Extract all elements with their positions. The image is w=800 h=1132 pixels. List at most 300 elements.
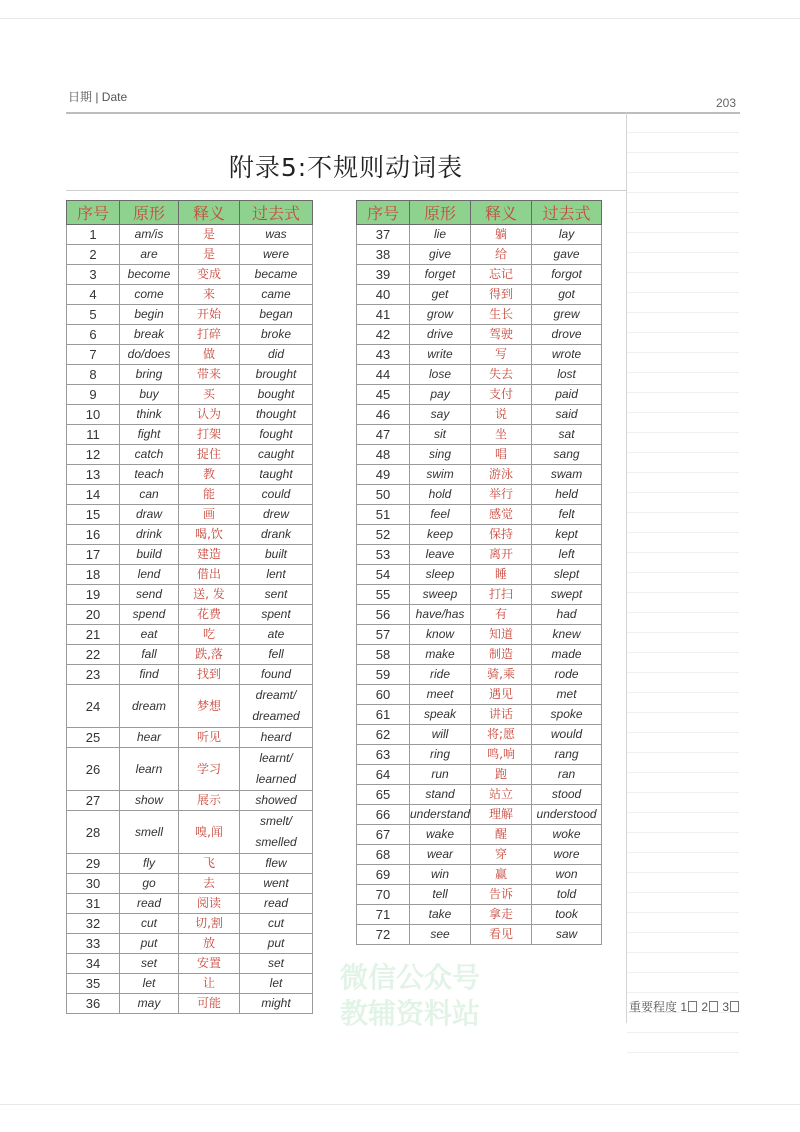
- table-row: [67, 445, 313, 465]
- verb-number: 54: [357, 565, 410, 585]
- verb-base-form: sleep: [410, 565, 471, 585]
- verb-meaning: 来: [179, 285, 240, 305]
- verb-number: 61: [357, 705, 410, 725]
- verb-past-tense: came: [240, 285, 313, 305]
- verb-number: 27: [67, 791, 120, 811]
- verb-number: 10: [67, 405, 120, 425]
- verb-base-form: come: [120, 285, 179, 305]
- verb-base-form: say: [410, 405, 471, 425]
- verb-past-tense: sang: [532, 445, 602, 465]
- table-row: [357, 405, 602, 425]
- verb-base-form: grow: [410, 305, 471, 325]
- verb-past-tense-line-2: learned: [255, 772, 297, 786]
- verb-number: 26: [67, 748, 120, 791]
- table-row: [67, 505, 313, 525]
- margin-note-lines: [627, 113, 739, 1023]
- table-row: [67, 894, 313, 914]
- verb-number: 55: [357, 585, 410, 605]
- table-row: [67, 625, 313, 645]
- verb-number: 13: [67, 465, 120, 485]
- verb-past-tense: found: [240, 665, 313, 685]
- margin-note-line: [627, 853, 739, 873]
- verb-number: 58: [357, 645, 410, 665]
- verb-number: 57: [357, 625, 410, 645]
- table-row: [67, 245, 313, 265]
- verb-meaning: 听见: [179, 728, 240, 748]
- table-header-row: [357, 201, 602, 225]
- verb-meaning: 切,割: [179, 914, 240, 934]
- verb-meaning: 阅读: [179, 894, 240, 914]
- table-row: [357, 245, 602, 265]
- verb-base-form: catch: [120, 445, 179, 465]
- verb-meaning: 喝,饮: [179, 525, 240, 545]
- verb-base-form: show: [120, 791, 179, 811]
- margin-note-line: [627, 693, 739, 713]
- table-row: [67, 385, 313, 405]
- verb-past-tense: fell: [240, 645, 313, 665]
- verb-meaning: 送, 发: [179, 585, 240, 605]
- verb-base-form: drive: [410, 325, 471, 345]
- table-row: [357, 365, 602, 385]
- verb-past-tense: might: [240, 994, 313, 1014]
- verb-base-form: tell: [410, 885, 471, 905]
- verb-base-form: swim: [410, 465, 471, 485]
- margin-note-line: [627, 273, 739, 293]
- margin-note-line: [627, 433, 739, 453]
- margin-note-line: [627, 573, 739, 593]
- verb-past-tense: took: [532, 905, 602, 925]
- verb-past-tense: fought: [240, 425, 313, 445]
- verb-number: 6: [67, 325, 120, 345]
- margin-note-line: [627, 973, 739, 993]
- verb-number: 72: [357, 925, 410, 945]
- verb-past-tense: could: [240, 485, 313, 505]
- table-row: [67, 685, 313, 728]
- margin-note-line: [627, 553, 739, 573]
- verb-meaning: 嗅,闻: [179, 811, 240, 854]
- verb-meaning: 画: [179, 505, 240, 525]
- verb-number: 21: [67, 625, 120, 645]
- table-row: [357, 725, 602, 745]
- importance-label: 重要程度: [629, 1000, 678, 1014]
- verb-number: 11: [67, 425, 120, 445]
- table-row: [357, 705, 602, 725]
- table-row: [67, 585, 313, 605]
- table-row: [67, 425, 313, 445]
- verb-base-form: lose: [410, 365, 471, 385]
- verb-number: 69: [357, 865, 410, 885]
- table-row: [357, 785, 602, 805]
- table-row: [357, 385, 602, 405]
- verb-base-form: think: [120, 405, 179, 425]
- verb-number: 25: [67, 728, 120, 748]
- margin-note-line: [627, 733, 739, 753]
- column-header-meaning: 释义: [471, 201, 532, 225]
- table-row: [67, 285, 313, 305]
- verb-meaning: 教: [179, 465, 240, 485]
- verb-base-form: feel: [410, 505, 471, 525]
- table-row: [357, 745, 602, 765]
- margin-note-line: [627, 773, 739, 793]
- verb-meaning: 做: [179, 345, 240, 365]
- table-row: [67, 405, 313, 425]
- table-row: [357, 905, 602, 925]
- verb-meaning: 知道: [471, 625, 532, 645]
- verb-meaning: 学习: [179, 748, 240, 791]
- verb-meaning: 打碎: [179, 325, 240, 345]
- verb-number: 38: [357, 245, 410, 265]
- table-row: [67, 665, 313, 685]
- table-row: [357, 765, 602, 785]
- margin-note-line: [627, 713, 739, 733]
- verb-number: 64: [357, 765, 410, 785]
- verb-past-tense: spent: [240, 605, 313, 625]
- verb-meaning: 遇见: [471, 685, 532, 705]
- column-header-past: 过去式: [240, 201, 313, 225]
- verb-past-tense-line-1: learnt/: [259, 751, 293, 765]
- verb-number: 49: [357, 465, 410, 485]
- date-label: 日期 | Date: [68, 90, 128, 104]
- margin-note-line: [627, 1033, 739, 1053]
- verb-past-tense: won: [532, 865, 602, 885]
- verb-meaning: 说: [471, 405, 532, 425]
- table-row: [67, 345, 313, 365]
- verb-meaning: 写: [471, 345, 532, 365]
- verb-base-form: win: [410, 865, 471, 885]
- verb-base-form: get: [410, 285, 471, 305]
- verb-meaning: 游泳: [471, 465, 532, 485]
- margin-note-line: [627, 633, 739, 653]
- watermark-line-2: 教辅资料站: [339, 997, 480, 1030]
- verb-base-form: take: [410, 905, 471, 925]
- verb-meaning: 让: [179, 974, 240, 994]
- table-row: [357, 545, 602, 565]
- verb-number: 33: [67, 934, 120, 954]
- verb-base-form: sing: [410, 445, 471, 465]
- verb-base-form: can: [120, 485, 179, 505]
- table-row: [67, 325, 313, 345]
- verb-base-form: will: [410, 725, 471, 745]
- verb-base-form: ride: [410, 665, 471, 685]
- verb-base-form: find: [120, 665, 179, 685]
- verb-base-form: forget: [410, 265, 471, 285]
- margin-note-line: [627, 533, 739, 553]
- verb-past-tense: swept: [532, 585, 602, 605]
- verb-base-form: meet: [410, 685, 471, 705]
- verb-number: 67: [357, 825, 410, 845]
- table-row: [67, 854, 313, 874]
- table-row: [357, 825, 602, 845]
- verb-past-tense: lost: [532, 365, 602, 385]
- verb-past-tense: read: [240, 894, 313, 914]
- verb-base-form: ring: [410, 745, 471, 765]
- page-edge-bottom: [0, 1104, 800, 1105]
- verb-number: 60: [357, 685, 410, 705]
- verb-base-form: smell: [120, 811, 179, 854]
- verb-meaning: 飞: [179, 854, 240, 874]
- verb-number: 28: [67, 811, 120, 854]
- watermark-line-1: 微信公众号: [339, 961, 480, 994]
- verb-base-form: lie: [410, 225, 471, 245]
- margin-note-line: [627, 253, 739, 273]
- verb-past-tense: left: [532, 545, 602, 565]
- verb-base-form: am/is: [120, 225, 179, 245]
- importance-rating: [629, 998, 740, 1015]
- margin-note-line: [627, 953, 739, 973]
- verb-past-tense: understood: [532, 805, 602, 825]
- verb-base-form: may: [120, 994, 179, 1014]
- verb-past-tense: let: [240, 974, 313, 994]
- table-row: [357, 525, 602, 545]
- page-number: 203: [716, 96, 737, 110]
- verb-number: 39: [357, 265, 410, 285]
- verb-base-form: send: [120, 585, 179, 605]
- checkbox-icon[interactable]: [709, 1001, 718, 1012]
- margin-note-line: [627, 193, 739, 213]
- verb-meaning: 打扫: [471, 585, 532, 605]
- verb-number: 56: [357, 605, 410, 625]
- table-row: [67, 525, 313, 545]
- verb-meaning: 感觉: [471, 505, 532, 525]
- verb-base-form: let: [120, 974, 179, 994]
- verb-base-form: are: [120, 245, 179, 265]
- margin-note-line: [627, 913, 739, 933]
- margin-note-line: [627, 213, 739, 233]
- verb-past-tense: drove: [532, 325, 602, 345]
- margin-note-line: [627, 153, 739, 173]
- verb-past-tense: built: [240, 545, 313, 565]
- verb-number: 63: [357, 745, 410, 765]
- verb-base-form: hold: [410, 485, 471, 505]
- verb-meaning: 赢: [471, 865, 532, 885]
- table-row: [67, 605, 313, 625]
- verb-base-form: hear: [120, 728, 179, 748]
- margin-note-line: [627, 353, 739, 373]
- column-header-past: 过去式: [532, 201, 602, 225]
- verb-number: 22: [67, 645, 120, 665]
- verb-past-tense: gave: [532, 245, 602, 265]
- margin-note-line: [627, 173, 739, 193]
- verb-meaning: 忘记: [471, 265, 532, 285]
- verb-past-tense: broke: [240, 325, 313, 345]
- table-row: [357, 345, 602, 365]
- verb-past-tense: caught: [240, 445, 313, 465]
- margin-note-line: [627, 113, 739, 133]
- verb-meaning: 能: [179, 485, 240, 505]
- verb-past-tense: kept: [532, 525, 602, 545]
- verb-past-tense: sat: [532, 425, 602, 445]
- verb-number: 65: [357, 785, 410, 805]
- verb-base-form: wake: [410, 825, 471, 845]
- verb-base-form: build: [120, 545, 179, 565]
- table-row: [357, 925, 602, 945]
- table-row: [357, 485, 602, 505]
- verb-past-tense-line-2: dreamed: [252, 709, 300, 723]
- verb-past-tense: grew: [532, 305, 602, 325]
- verb-past-tense: would: [532, 725, 602, 745]
- verb-past-tense: were: [240, 245, 313, 265]
- importance-level-1: 1: [680, 1000, 688, 1014]
- verb-past-tense-line-2: smelled: [255, 835, 297, 849]
- verb-meaning: 睡: [471, 565, 532, 585]
- verb-meaning: 站立: [471, 785, 532, 805]
- verb-number: 53: [357, 545, 410, 565]
- verb-number: 23: [67, 665, 120, 685]
- verb-number: 5: [67, 305, 120, 325]
- table-row: [67, 645, 313, 665]
- table-row: [67, 465, 313, 485]
- margin-note-line: [627, 613, 739, 633]
- verb-meaning: 吃: [179, 625, 240, 645]
- verb-meaning: 是: [179, 225, 240, 245]
- table-row: [67, 305, 313, 325]
- verb-meaning: 讲话: [471, 705, 532, 725]
- verb-number: 70: [357, 885, 410, 905]
- verb-past-tense: [240, 748, 313, 791]
- margin-note-line: [627, 833, 739, 853]
- verb-number: 18: [67, 565, 120, 585]
- verb-meaning: 躺: [471, 225, 532, 245]
- verb-past-tense: began: [240, 305, 313, 325]
- verb-meaning: 拿走: [471, 905, 532, 925]
- verb-past-tense: ate: [240, 625, 313, 645]
- margin-note-line: [627, 793, 739, 813]
- verb-number: 34: [67, 954, 120, 974]
- verb-base-form: set: [120, 954, 179, 974]
- margin-note-line: [627, 413, 739, 433]
- verb-number: 30: [67, 874, 120, 894]
- table-row: [67, 748, 313, 791]
- margin-note-line: [627, 133, 739, 153]
- verb-base-form: draw: [120, 505, 179, 525]
- verb-past-tense: wore: [532, 845, 602, 865]
- verb-base-form: leave: [410, 545, 471, 565]
- verb-past-tense: woke: [532, 825, 602, 845]
- verb-number: 36: [67, 994, 120, 1014]
- verb-past-tense: met: [532, 685, 602, 705]
- importance-level-2: 2: [701, 1000, 709, 1014]
- verb-meaning: 有: [471, 605, 532, 625]
- checkbox-icon[interactable]: [688, 1001, 697, 1012]
- table-row: [67, 565, 313, 585]
- table-row: [357, 285, 602, 305]
- table-row: [67, 485, 313, 505]
- verb-meaning: 保持: [471, 525, 532, 545]
- verb-past-tense: lay: [532, 225, 602, 245]
- checkbox-icon[interactable]: [730, 1001, 739, 1012]
- table-row: [357, 685, 602, 705]
- verb-past-tense: told: [532, 885, 602, 905]
- verb-meaning: 离开: [471, 545, 532, 565]
- verb-number: 41: [357, 305, 410, 325]
- margin-note-line: [627, 313, 739, 333]
- verb-base-form: write: [410, 345, 471, 365]
- verb-past-tense: forgot: [532, 265, 602, 285]
- verb-past-tense: brought: [240, 365, 313, 385]
- verb-number: 15: [67, 505, 120, 525]
- table-header-row: [67, 201, 313, 225]
- verb-meaning: 展示: [179, 791, 240, 811]
- verb-meaning: 制造: [471, 645, 532, 665]
- margin-note-line: [627, 473, 739, 493]
- verb-base-form: have/has: [410, 605, 471, 625]
- table-row: [357, 445, 602, 465]
- verb-base-form: fight: [120, 425, 179, 445]
- verb-number: 40: [357, 285, 410, 305]
- verb-number: 50: [357, 485, 410, 505]
- verb-past-tense: made: [532, 645, 602, 665]
- verb-number: 52: [357, 525, 410, 545]
- table-row: [67, 994, 313, 1014]
- verb-number: 66: [357, 805, 410, 825]
- table-row: [357, 605, 602, 625]
- verb-past-tense: lent: [240, 565, 313, 585]
- verb-number: 9: [67, 385, 120, 405]
- verb-past-tense: was: [240, 225, 313, 245]
- watermark: [300, 960, 520, 1032]
- verb-meaning: 告诉: [471, 885, 532, 905]
- table-row: [357, 425, 602, 445]
- table-row: [67, 791, 313, 811]
- verb-base-form: spend: [120, 605, 179, 625]
- verb-number: 62: [357, 725, 410, 745]
- verb-number: 7: [67, 345, 120, 365]
- verb-base-form: wear: [410, 845, 471, 865]
- verb-meaning: 借出: [179, 565, 240, 585]
- verb-past-tense: sent: [240, 585, 313, 605]
- verb-base-form: fall: [120, 645, 179, 665]
- table-row: [357, 865, 602, 885]
- verb-base-form: understand: [410, 805, 471, 825]
- column-header-number: 序号: [357, 201, 410, 225]
- verb-past-tense: set: [240, 954, 313, 974]
- verb-number: 42: [357, 325, 410, 345]
- page-edge-top: [0, 18, 800, 19]
- verb-number: 59: [357, 665, 410, 685]
- verb-base-form: learn: [120, 748, 179, 791]
- verb-past-tense: had: [532, 605, 602, 625]
- verb-table-right: [356, 200, 602, 945]
- verb-past-tense: knew: [532, 625, 602, 645]
- verb-past-tense: ran: [532, 765, 602, 785]
- verb-number: 48: [357, 445, 410, 465]
- verb-number: 32: [67, 914, 120, 934]
- verb-past-tense: showed: [240, 791, 313, 811]
- table-row: [357, 805, 602, 825]
- verb-number: 37: [357, 225, 410, 245]
- verb-meaning: 理解: [471, 805, 532, 825]
- verb-meaning: 坐: [471, 425, 532, 445]
- margin-note-line: [627, 233, 739, 253]
- verb-base-form: lend: [120, 565, 179, 585]
- table-row: [357, 225, 602, 245]
- verb-meaning: 捉住: [179, 445, 240, 465]
- verb-past-tense: [240, 685, 313, 728]
- table-row: [357, 265, 602, 285]
- importance-level-3: 3: [722, 1000, 730, 1014]
- table-row: [67, 545, 313, 565]
- table-row: [67, 728, 313, 748]
- table-row: [357, 565, 602, 585]
- verb-number: 2: [67, 245, 120, 265]
- table-row: [67, 974, 313, 994]
- verb-number: 46: [357, 405, 410, 425]
- verb-meaning: 认为: [179, 405, 240, 425]
- margin-note-line: [627, 393, 739, 413]
- table-row: [67, 365, 313, 385]
- verb-past-tense: said: [532, 405, 602, 425]
- verb-past-tense: slept: [532, 565, 602, 585]
